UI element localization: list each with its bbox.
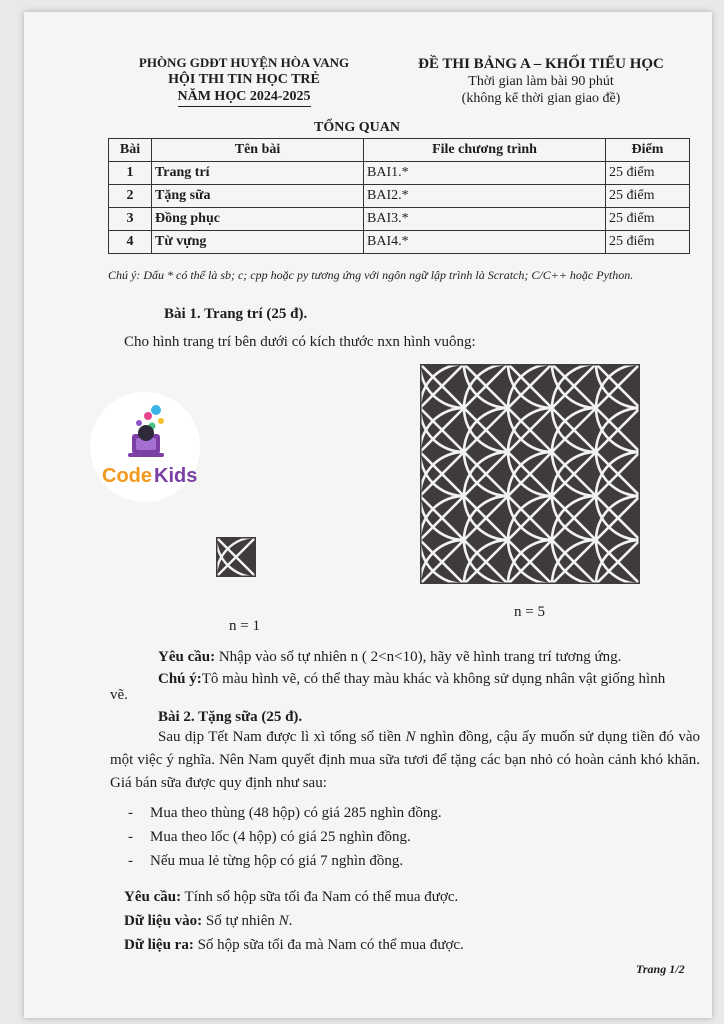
cell-bai: 4 (109, 231, 152, 254)
bai2-para-rest: nghìn đồng, cậu ấy muốn sử dụng tiền đó vào một việc ý nghĩa. Nên Nam quyết định mua sữa tươi để tặng các bạn nhỏ có hoàn cảnh khó khăn. Giá bán sữa được quy định như sau: (110, 729, 700, 791)
table-row (109, 208, 690, 231)
header-department: PHÒNG GDĐT HUYỆN HÒA VANG (138, 55, 350, 70)
bai1-description: Cho hình trang trí bên dưới có kích thước nxn hình vuông: (124, 334, 476, 350)
cell-bai: 2 (109, 185, 152, 208)
cell-file: BAI3.* (364, 208, 606, 231)
bullet-text: Nếu mua lẻ từng hộp có giá 7 nghìn đồng. (150, 853, 404, 869)
logo-text-kids: Kids (154, 465, 198, 487)
cell-file: BAI2.* (364, 185, 606, 208)
bai1-note (158, 668, 698, 691)
header-school-year: NĂM HỌC 2024-2025 (178, 88, 311, 107)
table-header-row (109, 139, 690, 162)
header-contest: HỘI THI TIN HỌC TRẺ (168, 72, 320, 87)
cell-ten-bai: Từ vựng (152, 231, 364, 254)
input-label: Dữ liệu vào: (124, 913, 203, 929)
cell-diem: 25 điểm (606, 185, 690, 208)
table-row (109, 162, 690, 185)
header-left (84, 54, 404, 107)
bai2-paragraph (110, 726, 700, 795)
table-row (109, 231, 690, 254)
bai2-output-spec (124, 934, 464, 957)
col-header-ten-bai: Tên bài (152, 139, 364, 162)
cell-ten-bai: Đồng phục (152, 208, 364, 231)
exam-time: Thời gian làm bài 90 phút (468, 74, 614, 89)
page-number: Trang 1/2 (636, 962, 685, 976)
input-text: Số tự nhiên (202, 913, 279, 929)
cell-bai: 1 (109, 162, 152, 185)
overview-title: TỔNG QUAN (314, 120, 400, 135)
output-text: Số hộp sữa tối đa mà Nam có thể mua được. (193, 937, 464, 953)
exam-title: ĐỀ THI BẢNG A – KHỐI TIỂU HỌC (418, 56, 664, 72)
bai2-title: Bài 2. Tặng sữa (25 đ). (158, 709, 303, 725)
bai1-requirement (158, 646, 621, 669)
col-header-bai: Bài (109, 139, 152, 162)
exam-time-note: (không kể thời gian giao đề) (461, 91, 621, 106)
cell-ten-bai: Tặng sữa (152, 185, 364, 208)
pattern-n5 (420, 364, 640, 584)
header-right (386, 56, 696, 107)
requirement-label: Yêu cầu: (158, 649, 216, 665)
bai1-note-cont: vẽ. (110, 687, 128, 703)
note-label: Chú ý: (158, 671, 202, 687)
label-n5: n = 5 (514, 604, 545, 620)
requirement-text: Nhập vào số tự nhiên n ( 2<n<10), hãy vẽ hình trang trí tương ứng. (215, 649, 622, 665)
col-header-diem: Điểm (606, 139, 690, 162)
table-row (109, 185, 690, 208)
bai2-input-spec (124, 910, 292, 933)
cell-diem: 25 điểm (606, 208, 690, 231)
list-item: - Mua theo thùng (48 hộp) có giá 285 nghìn đồng. (128, 805, 442, 821)
requirement-text: Tính số hộp sữa tối đa Nam có thể mua được. (181, 889, 459, 905)
exam-page (24, 12, 712, 1018)
input-end: . (288, 913, 293, 929)
cell-ten-bai: Trang trí (152, 162, 364, 185)
code-kids-logo-graphic (90, 392, 200, 502)
cell-diem: 25 điểm (606, 231, 690, 254)
bai2-requirement (124, 886, 458, 909)
overview-note: Chú ý: Dấu * có thể là sb; c; cpp hoặc py tương ứng với ngôn ngữ lập trình là Scratch; C/C++ hoặc Python. (108, 268, 634, 282)
output-label: Dữ liệu ra: (124, 937, 194, 953)
bai2-var-n: N (405, 729, 416, 745)
note-text: Tô màu hình vẽ, có thể thay màu khác và không sử dụng nhân vật giống hình (201, 671, 666, 687)
input-var: N (278, 913, 289, 929)
code-kids-logo (90, 392, 200, 502)
bai2-para-start: Sau dịp Tết Nam được lì xì tổng số tiền (158, 729, 406, 745)
col-header-file: File chương trình (364, 139, 606, 162)
cell-diem: 25 điểm (606, 162, 690, 185)
logo-text-code: Code (102, 465, 152, 487)
cell-bai: 3 (109, 208, 152, 231)
bullet-text: Mua theo lốc (4 hộp) có giá 25 nghìn đồng. (150, 829, 411, 845)
pattern-n1 (216, 537, 256, 577)
requirement-label: Yêu cầu: (124, 889, 182, 905)
bai1-title: Bài 1. Trang trí (25 đ). (164, 306, 308, 322)
bullet-text: Mua theo thùng (48 hộp) có giá 285 nghìn đồng. (150, 805, 442, 821)
label-n1: n = 1 (229, 618, 260, 634)
overview-table (108, 138, 690, 254)
cell-file: BAI1.* (364, 162, 606, 185)
list-item: - Mua theo lốc (4 hộp) có giá 25 nghìn đồng. (128, 829, 411, 845)
cell-file: BAI4.* (364, 231, 606, 254)
list-item: - Nếu mua lẻ từng hộp có giá 7 nghìn đồng. (128, 853, 404, 869)
